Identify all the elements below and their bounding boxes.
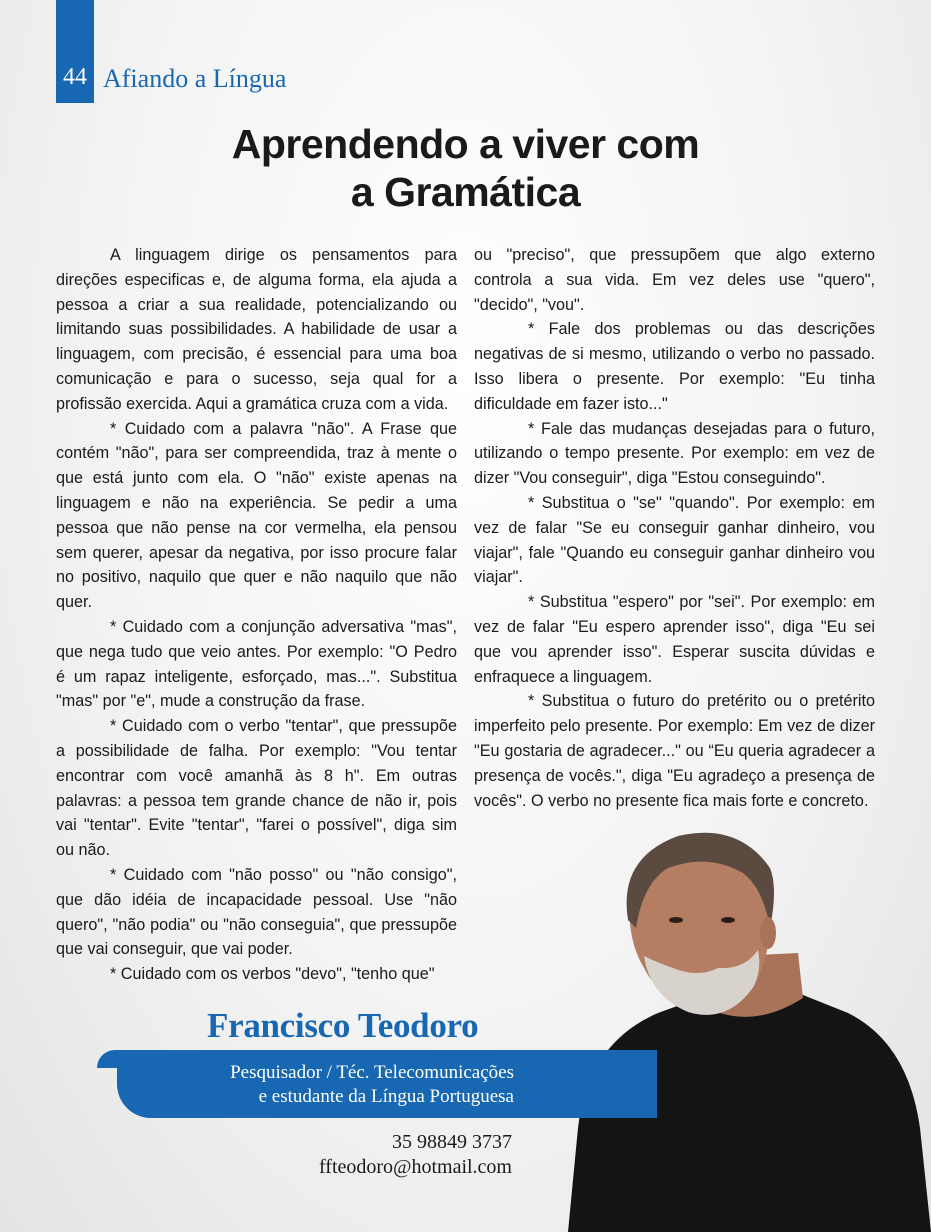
- paragraph: * Cuidado com a conjunção adversativa "mas", que nega tudo que veio antes. Por exemplo: "O Pedro é um rapaz inteligente, esforçado, mas...". Substitua "mas" por "e", mude a construção da frase.: [56, 617, 457, 711]
- paragraph: * Cuidado com "não posso" ou "não consigo", que dão idéia de incapacidade pessoal. Use "não quero", "não podia" ou "não conseguia", que pressupõe que vai conseguir, que vai poder.: [56, 865, 457, 959]
- paragraph: * Fale dos problemas ou das descrições negativas de si mesmo, utilizando o verbo no passado. Isso libera o presente. Por exemplo: "Eu tinha dificuldade em fazer isto...": [474, 320, 875, 413]
- author-contact: [200, 1130, 512, 1180]
- author-photo: [548, 828, 931, 1232]
- article-column-right: [474, 243, 875, 813]
- paragraph: * Substitua "espero" por "sei". Por exemplo: em vez de falar "Eu espero aprender isso", diga "Eu sei que vou aprender isso". Esperar suscita dúvidas e enfraquece a linguagem.: [474, 593, 875, 686]
- author-eye: [721, 917, 735, 923]
- article-column-left: [56, 243, 457, 987]
- paragraph: * Substitua o "se" "quando". Por exemplo: em vez de falar "Se eu conseguir ganhar dinheiro, vou viajar", fale "Quando eu conseguir ganhar dinheiro vou viajar".: [474, 493, 875, 587]
- author-name: Francisco Teodoro: [207, 1006, 479, 1045]
- paragraph: A linguagem dirige os pensamentos para direções especificas e, de alguma forma, ela ajuda a pessoa a criar a sua realidade, potencializando ou limitando suas possibilidades. A habilidade de usar a linguagem, com precisão, é essencial para uma boa comunicação e para o sucesso, seja qual for a profissão exercida. Aqui a gramática cruza com a vida.: [56, 246, 457, 413]
- author-phone: 35 98849 3737: [392, 1131, 512, 1153]
- paragraph: * Cuidado com a palavra "não". A Frase que contém "não", para ser compreendida, traz à mente o que está junto com ela. O "não" existe apenas na linguagem e não na experiência. Se pedir a uma pessoa que não pense na cor vermelha, ela pensou sem querer, apesar da negativa, por isso procure falar no positivo, naquilo que quer e não naquilo que não quer.: [56, 419, 457, 612]
- paragraph: ou "preciso", que pressupõem que algo externo controla a sua vida. Em vez deles use "quero", "decido", "vou".: [474, 246, 875, 314]
- article-title: [0, 120, 931, 216]
- section-name: Afiando a Língua: [103, 64, 287, 93]
- paragraph: * Cuidado com os verbos "devo", "tenho que": [110, 965, 435, 984]
- page-number: 44: [63, 64, 87, 90]
- author-role-line1: Pesquisador / Téc. Telecomunicações: [230, 1062, 514, 1083]
- article-title-line1: Aprendendo a viver com: [231, 121, 700, 167]
- author-role: [117, 1061, 514, 1109]
- author-role-line2: e estudante da Língua Portuguesa: [258, 1086, 514, 1107]
- author-email[interactable]: ffteodoro@hotmail.com: [318, 1156, 512, 1178]
- author-eye: [669, 917, 683, 923]
- author-ear: [760, 917, 776, 949]
- paragraph: * Substitua o futuro do pretérito ou o pretérito imperfeito pelo presente. Por exemplo: Em vez de dizer "Eu gostaria de agradecer..." ou “Eu queria agradecer a presença de vocês.", diga "Eu agradeço a presença de vocês". O verbo no presente fica mais forte e concreto.: [474, 692, 875, 810]
- paragraph: * Fale das mudanças desejadas para o futuro, utilizando o tempo presente. Por exemplo: em vez de dizer "Vou conseguir", diga "Estou conseguindo".: [474, 419, 875, 488]
- paragraph: * Cuidado com o verbo "tentar", que pressupõe a possibilidade de falha. Por exemplo: "Vou tentar encontrar com você amanhã às 8 h". Em outras palavras: a pessoa tem grande chance de não ir, pois vai "tentar". Evite "tentar", "farei o possível", diga sim ou não.: [56, 717, 457, 860]
- article-title-line2: a Gramática: [350, 169, 581, 215]
